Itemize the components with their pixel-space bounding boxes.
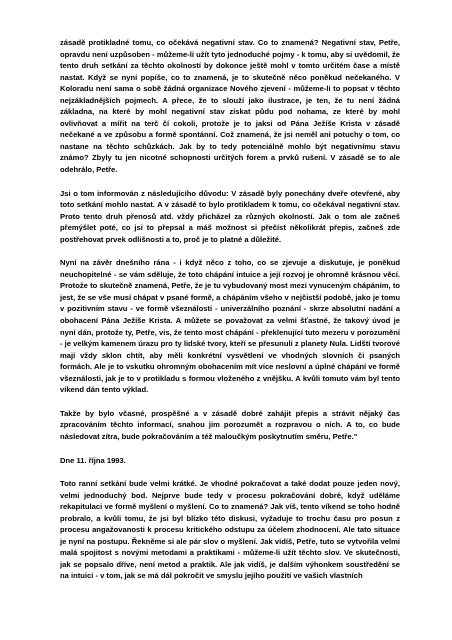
paragraph-gap	[60, 176, 400, 188]
paragraph-3: Nyní na závěr dnešního rána - i když něco z toho, co se zjevuje a diskutuje, je poněkud neuchopitelné - se vám sděluje, že toto chápání intuice a její rozvoj je ohromně krásnou věcí. Protože to skutečně znamená, Petře, že je tu vybudovaný most mezi vynuceným chápáním, to jest, že se vše musí chápat v psané formě, a chápáním všeho v nejčistší podobě, jako je tomu v pozitivním stavu - ve formě všeználosti - univerzálního poznání - skrze absolutní nadání a obohacení Pána Ježíše Krista. A můžete se považovat za velmi šťastné, že takový úvod je nyní dán, protože ty, Petře, vis, že tento most chápání - překlenující tuto mezeru v porozumění - je velkým kamenem úrazu pro ty lidské tvory, kteří se přesunuli z planety Nula. Lidští tvorové mají vždy sklon chtít, aby měli konkrétní vysvětlení ve vhodných slovních či psaných formách. Ale je to vskutku ohromným obohacením mít více neslovní a úplné chápání ve formě všeználosti, jak je to v protikladu s formou vloženého z vnějšku. A kvůli tomuto vám byl tento víkend dán tento výklad.	[60, 258, 400, 395]
date-line: Dne 11. října 1993.	[60, 455, 126, 465]
paragraph-gap	[60, 443, 400, 455]
document-body	[60, 37, 400, 582]
paragraph-2: Jsi o tom informován z následujícího důvodu: V zásadě byly ponechány dveře otevřené, aby toto setkání mohlo nastat. A v zásadě to bylo protikladem k tomu, co očekával negativní stav. Proto tento druh přenosů atd. vždy přicházel za různých okolností. Jak o tom ale začneš přemýšlet poté, co jsi to přepsal a máš možnost si přečíst několikrát přepis, začneš zde postřehovat prvek odlišnosti a to, proč je to platné a důležité.	[60, 188, 400, 244]
paragraph-4: Takže by bylo včasné, prospěšné a v zásadě dobré zahájit přepis a strávit nějaký čas zpracováním těchto informací, snahou jim porozumět a rozpravou o nich. A to, co bude následovat zítra, bude pokračováním a též maloučkým poskytnutím směru, Petře."	[60, 408, 400, 441]
paragraph-1: zásadě protikladné tomu, co očekává negativní stav. Co to znamená? Negativní stav, Petře, opravdu není uzpůsoben - můžeme-li užít tyto jednoduché pojmy - k tomu, aby si uvědomil, že tento druh setkání za těchto okolností by dokonce ještě mohl v tomto určitém čase a místě nastat. Když se nyní popíše, co to znamená, je to skutečně něco poněkud nečekaného. V Koloradu není sama o sobě žádná organizace Nového zjevení - můžeme-li to popsat v těchto nejzákladnějších pojmech. A přece, že to slouží jako ilustrace, je ten, že tu není žádná základna, na které by mohl negativní stav získat půdu pod nohama, ze které by mohl ovlivňovat a mířit na terč čí cokoli, protože je to jaksi od Pána Ježíše Krista v zásadě nečekané a ve způsobu a formě spontánní. Což znamená, že jsi neměl ani potuchy o tom, co nastane na těchto schůzkách. Jak by to tedy potenciálně mohlo být negativnímu stavu známo? Zbyly tu jen nicotné schopnosti určitých forem a prvků rušení. V zásadě se to ale odehrálo, Petře.	[60, 38, 400, 175]
paragraph-gap	[60, 245, 400, 257]
closing-paragraph: Toto ranní setkání bude velmi krátké. Je vhodné pokračovat a také dodat pouze jeden nový, velmi jednoduchý bod. Nejprve bude tedy v procesu pokračování dobré, když uděláme rekapitulaci ve formě myšlení o myšlení. Co to znamená? Jak víš, tento víkend se toho hodně probralo, a kvůli tomu, že jsi byl blízko této diskusi, vyžaduje to trochu času pro posun z procesu angažovanosti k procesu kritického odstupu za účelem zhodnocení. Ale tato situace je nyní na postupu. Řekněme si ale pár slov o myšlení. Jak vidíš, Petře, tuto se vytvořila velmi malá spojitost s novými metodami a praktikami - můžeme-li užít těchto slov. Ve skutečnosti, jak se popsalo dříve, není metod a praktik. Ale jak vidíš, je dalším výhonkem soustředění se na intuici - v tom, jak se má dál pokročit ve smyslu jejího použití ve vašich vlastních	[60, 479, 400, 581]
paragraph-gap	[60, 396, 400, 408]
paragraph-gap	[60, 466, 400, 478]
